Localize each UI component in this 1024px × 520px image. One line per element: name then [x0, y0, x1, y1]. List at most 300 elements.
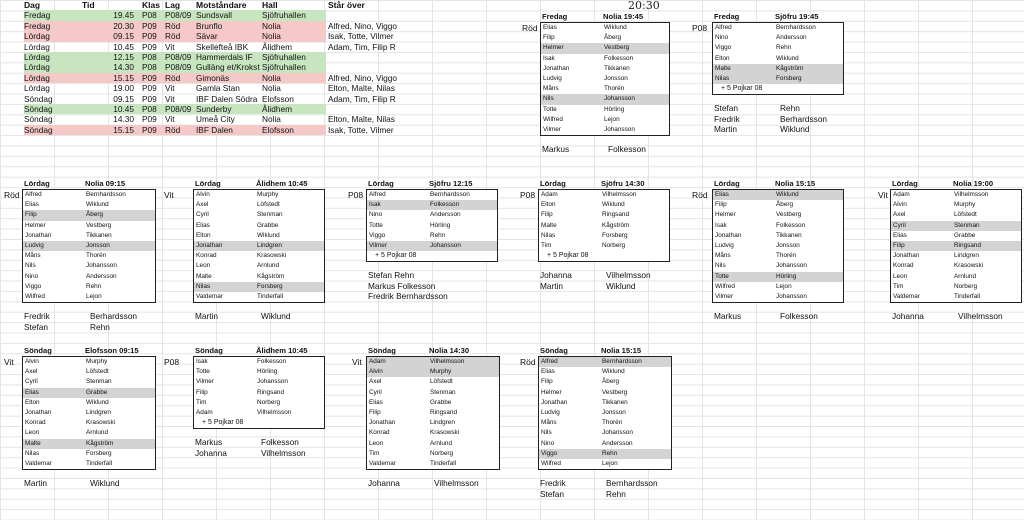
player-row[interactable]	[23, 251, 155, 261]
cell-tid[interactable]: 09.15	[113, 93, 134, 104]
player-row[interactable]	[23, 292, 155, 302]
card-header	[366, 346, 500, 356]
player-row[interactable]	[713, 23, 843, 33]
card-team-label[interactable]: P08	[520, 190, 536, 200]
player-row[interactable]	[194, 398, 324, 408]
card-venue-time[interactable]: Nolia 15:15	[601, 346, 642, 355]
cell-mot[interactable]: IBF Dalen Södra	[196, 93, 258, 104]
cell-tid[interactable]: 09.15	[113, 31, 134, 42]
player-row[interactable]	[539, 398, 671, 408]
cell-lag[interactable]: P08/09	[165, 62, 192, 73]
card-venue-time[interactable]: Ålidhem 10:45	[256, 346, 308, 355]
coach-last-name: Rehn	[90, 321, 110, 332]
player-row[interactable]	[367, 408, 499, 418]
card-day[interactable]: Söndag	[540, 346, 568, 355]
player-row[interactable]	[194, 221, 324, 231]
player-last-name: Johansson	[776, 262, 807, 270]
player-first-name: Jonathan	[715, 231, 742, 239]
cell-klass[interactable]: P09	[142, 114, 157, 125]
card-venue-time[interactable]: Ålidhem 10:45	[256, 179, 308, 188]
player-row[interactable]	[23, 282, 155, 292]
player-row[interactable]	[539, 357, 671, 367]
card-venue-time[interactable]: Nolia 15:15	[775, 179, 816, 188]
player-row[interactable]	[891, 210, 1021, 220]
player-first-name: Malte	[25, 439, 41, 447]
cell-mot[interactable]: Sävar	[196, 31, 218, 42]
player-row[interactable]	[23, 241, 155, 251]
player-row[interactable]	[367, 449, 499, 459]
card-venue-time[interactable]: Nolia 09:15	[85, 179, 126, 188]
card-venue-time[interactable]: Sjöfru 14:30	[601, 179, 645, 188]
cell-mot[interactable]: Sundsvall	[196, 10, 232, 21]
player-row[interactable]	[194, 377, 324, 387]
player-row[interactable]	[539, 449, 671, 459]
coach-last-name: Wiklund	[780, 124, 810, 135]
cell-hall[interactable]: Sjöfruhallen	[262, 52, 306, 62]
player-row[interactable]	[194, 210, 324, 220]
card-team-label[interactable]: Vit	[4, 357, 14, 367]
player-first-name: Totte	[715, 272, 729, 280]
player-first-name: Axel	[369, 378, 382, 386]
player-row[interactable]	[539, 428, 671, 438]
player-row[interactable]	[539, 377, 671, 387]
player-row[interactable]	[23, 439, 155, 449]
cell-star-over[interactable]: Adam, Tim, Filip R	[328, 93, 396, 104]
player-first-name: Elias	[541, 368, 555, 376]
cell-lag[interactable]: Vit	[165, 93, 175, 104]
player-row[interactable]	[713, 272, 843, 282]
cell-tid[interactable]: 15.15	[113, 124, 134, 135]
cell-mot[interactable]: Gimonäs	[196, 72, 230, 83]
player-first-name: Filip	[369, 408, 381, 416]
col-header-star-over[interactable]: Står över	[328, 0, 365, 10]
player-row[interactable]	[23, 377, 155, 387]
cell-tid[interactable]: 10.45	[113, 41, 134, 52]
player-row[interactable]	[541, 43, 669, 53]
col-header-tid[interactable]: Tid	[82, 0, 95, 10]
player-row[interactable]	[23, 388, 155, 398]
player-first-name: Viggo	[25, 282, 42, 290]
player-first-name: Elton	[715, 54, 730, 62]
player-row[interactable]	[539, 367, 671, 377]
col-header-lag[interactable]: Lag	[165, 0, 181, 10]
player-first-name: Konrad	[893, 262, 914, 270]
cell-dag[interactable]: Söndag	[24, 93, 53, 104]
schedule-row[interactable]	[24, 94, 326, 104]
cell-tid[interactable]: 19.45	[113, 10, 134, 21]
player-row[interactable]	[23, 449, 155, 459]
player-row[interactable]	[539, 241, 669, 251]
cell-tid[interactable]: 15.15	[113, 72, 134, 83]
player-row[interactable]	[367, 221, 497, 231]
cell-mot[interactable]: IBF Dalen	[196, 124, 233, 135]
cell-lag[interactable]: Vit	[165, 114, 175, 125]
player-first-name: Elton	[541, 201, 556, 209]
cell-klass[interactable]: P08	[142, 10, 157, 21]
cell-star-over[interactable]: Alfred, Nino, Viggo	[328, 20, 398, 31]
player-row[interactable]	[367, 418, 499, 428]
player-list	[366, 189, 498, 262]
cell-hall[interactable]: Nolia	[262, 20, 281, 31]
cell-dag[interactable]: Lördag	[24, 31, 50, 42]
cell-dag[interactable]: Lördag	[24, 72, 50, 83]
cell-mot[interactable]: Brunflo	[196, 20, 223, 31]
card-venue-time[interactable]: Nolia 14:30	[429, 346, 470, 355]
cell-star-over[interactable]: Isak, Totte, Vilmer	[328, 124, 394, 135]
cell-dag[interactable]: Lördag	[24, 83, 50, 94]
player-row[interactable]	[541, 23, 669, 33]
player-row[interactable]	[891, 272, 1021, 282]
cell-klass[interactable]: P08	[142, 62, 157, 73]
card-team-label[interactable]: Röd	[4, 190, 20, 200]
col-header-hall[interactable]: Hall	[262, 0, 278, 10]
player-row[interactable]	[194, 292, 324, 302]
player-row[interactable]	[713, 292, 843, 302]
player-last-name: Murphy	[257, 191, 279, 198]
cell-tid[interactable]: 12.15	[113, 52, 134, 62]
player-last-name: Grabbe	[430, 398, 452, 406]
cell-mot[interactable]: Hammerdals IF	[196, 52, 253, 62]
schedule-row[interactable]	[24, 73, 326, 83]
schedule-row[interactable]	[24, 62, 326, 72]
cell-dag[interactable]: Fredag	[24, 10, 51, 21]
player-row[interactable]	[891, 200, 1021, 210]
col-header-dag[interactable]: Dag	[24, 0, 41, 10]
player-row[interactable]	[194, 200, 324, 210]
player-list	[22, 356, 156, 470]
cell-klass[interactable]: P09	[142, 124, 157, 135]
player-row[interactable]	[194, 367, 324, 377]
player-row[interactable]	[539, 408, 671, 418]
cell-hall[interactable]: Elofsson	[262, 124, 294, 135]
cell-hall[interactable]: Sjöfruhallen	[262, 62, 306, 73]
player-first-name: Valdemar	[369, 459, 396, 467]
schedule-row[interactable]	[24, 42, 326, 52]
schedule-row[interactable]	[24, 114, 326, 124]
coach-line[interactable]: Stefan Rehn	[368, 270, 415, 281]
player-row[interactable]	[713, 251, 843, 261]
player-row[interactable]	[713, 210, 843, 220]
coach-first-name: Stefan	[714, 103, 738, 114]
player-row[interactable]	[891, 241, 1021, 251]
player-row[interactable]	[23, 210, 155, 220]
player-row[interactable]	[23, 261, 155, 271]
player-row[interactable]	[194, 357, 324, 367]
cell-star-over[interactable]: Alfred, Nino, Viggo	[328, 72, 398, 83]
schedule-row[interactable]	[24, 21, 326, 31]
card-team-label[interactable]: Vit	[352, 357, 362, 367]
cell-tid[interactable]: 10.45	[113, 104, 134, 114]
player-row[interactable]	[23, 200, 155, 210]
player-row[interactable]	[713, 33, 843, 43]
cell-tid[interactable]: 14.30	[113, 62, 134, 73]
extra-players-row[interactable]	[539, 251, 669, 261]
card-day[interactable]: Söndag	[195, 346, 223, 355]
cell-lag[interactable]: Röd	[165, 124, 181, 135]
player-row[interactable]	[891, 282, 1021, 292]
card-venue-time[interactable]: Elofsson 09:15	[85, 346, 139, 355]
cell-hall[interactable]: Ålidhem	[262, 104, 292, 114]
player-row[interactable]	[367, 200, 497, 210]
cell-klass[interactable]: P09	[142, 83, 157, 94]
player-row[interactable]	[713, 261, 843, 271]
player-row[interactable]	[541, 94, 669, 104]
player-row[interactable]	[539, 200, 669, 210]
cell-dag[interactable]: Söndag	[24, 114, 53, 125]
card-team-label[interactable]: Vit	[878, 190, 888, 200]
coach-last-name: Wiklund	[261, 311, 291, 322]
cell-hall[interactable]: Elofsson	[262, 93, 294, 104]
player-row[interactable]	[539, 231, 669, 241]
cell-mot[interactable]: Umeå City	[196, 114, 235, 125]
player-row[interactable]	[713, 74, 843, 84]
player-row[interactable]	[194, 190, 324, 200]
player-row[interactable]	[194, 388, 324, 398]
player-last-name: Hörling	[257, 368, 278, 376]
schedule-row[interactable]	[24, 10, 326, 20]
player-row[interactable]	[194, 272, 324, 282]
cell-mot[interactable]: Sunderby	[196, 104, 232, 114]
card-venue-time[interactable]: Sjöfru 19:45	[775, 12, 819, 21]
schedule-row[interactable]	[24, 83, 326, 93]
player-row[interactable]	[713, 231, 843, 241]
player-first-name: Viggo	[541, 449, 558, 457]
player-first-name: Elias	[25, 201, 39, 209]
player-row[interactable]	[194, 241, 324, 251]
cell-mot[interactable]: Skellefteå IBK	[196, 41, 249, 52]
card-day[interactable]: Fredag	[542, 12, 568, 21]
card-day[interactable]: Lördag	[368, 179, 394, 188]
cell-dag[interactable]: Lördag	[24, 52, 50, 62]
player-row[interactable]	[713, 54, 843, 64]
player-last-name: Tinderfall	[86, 459, 113, 467]
card-day[interactable]: Lördag	[714, 179, 740, 188]
cell-klass[interactable]: P08	[142, 52, 157, 62]
cell-star-over[interactable]: Isak, Totte, Vilmer	[328, 31, 394, 42]
player-row[interactable]	[367, 377, 499, 387]
cell-lag[interactable]: Röd	[165, 72, 181, 83]
player-row[interactable]	[541, 84, 669, 94]
card-day[interactable]: Lördag	[540, 179, 566, 188]
player-row[interactable]	[367, 428, 499, 438]
player-last-name: Hörling	[776, 272, 797, 280]
player-row[interactable]	[194, 251, 324, 261]
card-team-label[interactable]: P08	[348, 190, 364, 200]
coach-first-name: Johanna	[892, 311, 924, 322]
schedule-row[interactable]	[24, 125, 326, 135]
card-header	[540, 12, 670, 22]
player-first-name: Viggo	[369, 231, 386, 239]
cell-hall[interactable]: Nolia	[262, 83, 281, 94]
card-team-label[interactable]: P08	[692, 23, 708, 33]
player-last-name: Johansson	[257, 378, 288, 386]
player-first-name: Elton	[25, 398, 40, 406]
cell-klass[interactable]: P09	[142, 20, 157, 31]
player-row[interactable]	[541, 74, 669, 84]
player-row[interactable]	[541, 105, 669, 115]
card-day[interactable]: Lördag	[24, 179, 50, 188]
schedule-row[interactable]	[24, 104, 326, 114]
cell-lag[interactable]: P08/09	[165, 52, 192, 62]
card-team-label[interactable]: Röd	[522, 23, 538, 33]
player-row[interactable]	[713, 190, 843, 200]
player-row[interactable]	[23, 459, 155, 469]
card-team-label[interactable]: Röd	[692, 190, 708, 200]
cell-dag[interactable]: Söndag	[24, 104, 53, 114]
card-day[interactable]: Söndag	[368, 346, 396, 355]
player-first-name: Jonathan	[196, 241, 223, 249]
player-last-name: Lindgren	[430, 419, 455, 427]
coach-line[interactable]: Markus Folkesson	[368, 280, 436, 291]
cell-mot[interactable]: Gulläng et/Krokst	[196, 62, 260, 73]
cell-hall[interactable]: Nolia	[262, 31, 281, 42]
player-last-name: Wiklund	[602, 368, 625, 376]
player-row[interactable]	[23, 190, 155, 200]
player-row[interactable]	[713, 64, 843, 74]
player-row[interactable]	[367, 398, 499, 408]
player-row[interactable]	[367, 367, 499, 377]
card-team-label[interactable]: Vit	[164, 190, 174, 200]
player-row[interactable]	[539, 388, 671, 398]
extra-players-row[interactable]	[367, 251, 497, 261]
cell-lag[interactable]: Vit	[165, 41, 175, 52]
player-first-name: Alvin	[893, 201, 907, 209]
schedule-row[interactable]	[24, 31, 326, 41]
cell-lag[interactable]: Röd	[165, 20, 181, 31]
player-row[interactable]	[891, 261, 1021, 271]
card-day[interactable]: Lördag	[892, 179, 918, 188]
player-row[interactable]	[539, 210, 669, 220]
cell-tid[interactable]: 14.30	[113, 114, 134, 125]
player-row[interactable]	[541, 64, 669, 74]
cell-star-over[interactable]: Adam, Tim, Filip R	[328, 41, 396, 52]
cell-hall[interactable]: Ålidhem	[262, 41, 292, 52]
player-row[interactable]	[541, 115, 669, 125]
player-row[interactable]	[23, 367, 155, 377]
col-header-klass[interactable]: Klas	[142, 0, 160, 10]
player-row[interactable]	[23, 428, 155, 438]
player-last-name: Vestberg	[86, 221, 112, 229]
card-venue-time[interactable]: Sjöfru 12:15	[429, 179, 473, 188]
player-row[interactable]	[541, 54, 669, 64]
cell-tid[interactable]: 20.30	[113, 20, 134, 31]
player-row[interactable]	[891, 231, 1021, 241]
player-row[interactable]	[367, 388, 499, 398]
player-first-name: Nino	[369, 211, 383, 219]
player-row[interactable]	[23, 398, 155, 408]
extra-players-row[interactable]	[713, 84, 843, 94]
player-row[interactable]	[367, 357, 499, 367]
player-row[interactable]	[367, 241, 497, 251]
player-first-name: Valdemar	[893, 292, 920, 300]
player-row[interactable]	[194, 261, 324, 271]
cell-tid[interactable]: 19.00	[113, 83, 134, 94]
player-row[interactable]	[713, 43, 843, 53]
card-day[interactable]: Fredag	[714, 12, 740, 21]
player-row[interactable]	[23, 357, 155, 367]
player-row[interactable]	[713, 282, 843, 292]
player-row[interactable]	[539, 418, 671, 428]
player-last-name: Andersson	[86, 272, 117, 280]
cell-lag[interactable]: Röd	[165, 31, 181, 42]
extra-players-row[interactable]	[194, 418, 324, 428]
player-row[interactable]	[23, 272, 155, 282]
schedule-row[interactable]	[24, 52, 326, 62]
cell-klass[interactable]: P09	[142, 93, 157, 104]
coach-first-name: Markus	[714, 311, 742, 322]
cell-dag[interactable]: Fredag	[24, 20, 51, 31]
card-team-label[interactable]: Röd	[520, 357, 536, 367]
player-row[interactable]	[194, 408, 324, 418]
player-row[interactable]	[194, 282, 324, 292]
card-venue-time[interactable]: Nolia 19:00	[953, 179, 994, 188]
player-first-name: Helmer	[715, 211, 736, 219]
col-header-motstandare[interactable]: Motståndare	[196, 0, 247, 10]
player-row[interactable]	[367, 459, 499, 469]
player-row[interactable]	[539, 459, 671, 469]
player-row[interactable]	[541, 33, 669, 43]
cell-dag[interactable]: Söndag	[24, 124, 53, 135]
cell-star-over[interactable]: Elton, Malte, Nilas	[328, 114, 395, 125]
card-venue-time[interactable]: Nolia 19:45	[603, 12, 644, 21]
cell-klass[interactable]: P09	[142, 72, 157, 83]
player-row[interactable]	[23, 221, 155, 231]
player-row[interactable]	[541, 125, 669, 135]
player-row[interactable]	[539, 190, 669, 200]
cell-lag[interactable]: P08/09	[165, 10, 192, 21]
player-row[interactable]	[23, 418, 155, 428]
cell-hall[interactable]: Nolia	[262, 114, 281, 125]
player-row[interactable]	[367, 210, 497, 220]
player-last-name: Löfstedt	[257, 201, 280, 209]
player-row[interactable]	[539, 439, 671, 449]
cell-klass[interactable]: P08	[142, 104, 157, 114]
player-row[interactable]	[713, 221, 843, 231]
card-header	[712, 179, 844, 189]
player-row[interactable]	[891, 190, 1021, 200]
player-row[interactable]	[23, 231, 155, 241]
player-row[interactable]	[891, 292, 1021, 302]
cell-hall[interactable]: Sjöfruhallen	[262, 10, 306, 21]
player-row[interactable]	[713, 200, 843, 210]
cell-klass[interactable]: P09	[142, 41, 157, 52]
player-row[interactable]	[891, 221, 1021, 231]
coach-line[interactable]: Fredrik Bernhardsson	[368, 291, 448, 302]
player-last-name: Folkesson	[257, 358, 287, 365]
player-row[interactable]	[367, 190, 497, 200]
player-row[interactable]	[367, 231, 497, 241]
player-first-name: Jonathan	[543, 64, 570, 72]
player-list	[538, 189, 670, 262]
player-row[interactable]	[367, 439, 499, 449]
cell-lag[interactable]: P08/09	[165, 104, 192, 114]
cell-dag[interactable]: Lördag	[24, 62, 50, 73]
cell-klass[interactable]: P09	[142, 31, 157, 42]
card-day[interactable]: Söndag	[24, 346, 52, 355]
player-row[interactable]	[539, 221, 669, 231]
cell-star-over[interactable]: Elton, Malte, Nilas	[328, 83, 395, 94]
player-row[interactable]	[891, 251, 1021, 261]
card-team-label[interactable]: P08	[164, 357, 180, 367]
cell-dag[interactable]: Lördag	[24, 41, 50, 52]
card-day[interactable]: Lördag	[195, 179, 221, 188]
player-row[interactable]	[194, 231, 324, 241]
player-row[interactable]	[713, 241, 843, 251]
cell-lag[interactable]: Vit	[165, 83, 175, 94]
cell-hall[interactable]: Nolia	[262, 72, 281, 83]
cell-mot[interactable]: Gamla Stan	[196, 83, 240, 94]
player-row[interactable]	[23, 408, 155, 418]
